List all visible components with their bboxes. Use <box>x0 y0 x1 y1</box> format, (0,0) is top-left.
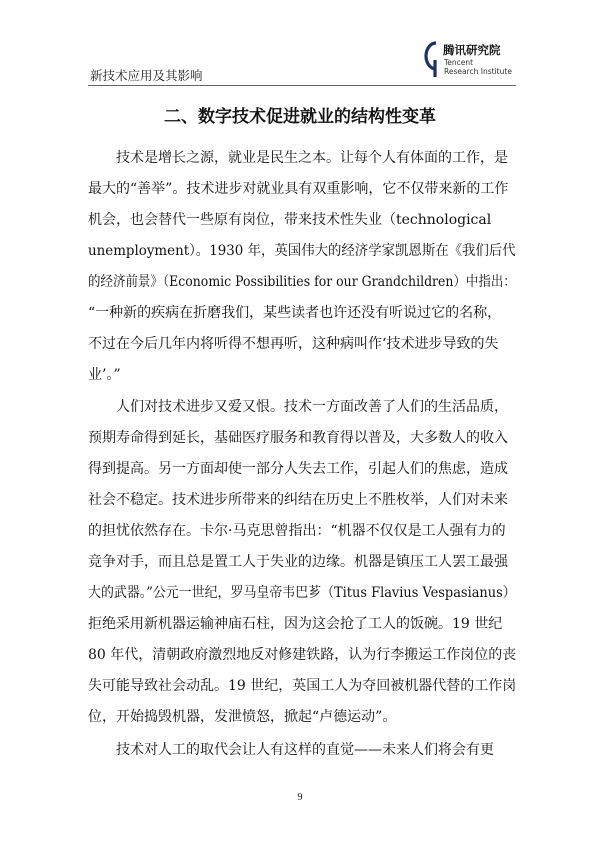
paragraph-line: 大的武器。”公元一世纪，罗马皇帝韦巴芗（Titus Flavius Vespasianus） <box>88 585 516 601</box>
paragraph-line: 技术是增长之源，就业是民生之本。让每个人有体面的工作，是 <box>116 150 508 166</box>
paragraph-line: 竞争对手，而且总是置工人于失业的边缘。机器是镇压工人罢工最强 <box>88 554 508 570</box>
paragraph-line: 社会不稳定。技术进步所带来的纠结在历史上不胜枚举，人们对未来 <box>88 492 508 508</box>
logo-chinese-name: 腾讯研究院 <box>443 43 501 57</box>
logo-english-line1: Tencent <box>444 58 474 67</box>
paragraph-line: 的经济前景》（Economic Possibilities for our Grandchildren）中指出： <box>88 274 516 290</box>
paragraph-line: 最大的“善举”。技术进步对就业具有双重影响，它不仅带来新的工作 <box>88 181 509 197</box>
paragraph-line: 拒绝采用新机器运输神庙石柱，因为这会抢了工人的饭碗。19 世纪 <box>88 616 503 632</box>
tencent-research-logo <box>416 40 546 80</box>
header-divider <box>88 85 516 86</box>
page-number: 9 <box>297 792 303 803</box>
section-heading: 二、数字技术促进就业的结构性变革 <box>164 107 436 127</box>
paragraph-line: 不过在今后几年内将听得不想再听，这种病叫作‘技术进步导致的失 <box>88 336 499 352</box>
paragraph-line: 失可能导致社会动乱。19 世纪，英国工人为夺回被机器代替的工作岗 <box>88 678 517 694</box>
tencent-logo-icon <box>416 40 440 78</box>
paragraph-line: 的担忧依然存在。卡尔·马克思曾指出：“机器不仅仅是工人强有力的 <box>88 523 506 539</box>
logo-english-line2: Research Institute <box>444 67 512 76</box>
paragraph-line: 80 年代，清朝政府激烈地反对修建铁路，认为行李搬运工作岗位的丧 <box>88 647 517 663</box>
paragraph-line: 位，开始捣毁机器，发泄愤怒，掀起“卢德运动”。 <box>88 709 397 725</box>
paragraph-line: unemployment）。1930 年，英国伟大的经济学家凯恩斯在《我们后代 <box>88 243 516 259</box>
paragraph-line: 技术对人工的取代会让人有这样的直觉——未来人们将会有更 <box>116 742 494 758</box>
paragraph-line: “一种新的疾病在折磨我们，某些读者也许还没有听说过它的名称， <box>88 305 502 321</box>
running-header-title: 新技术应用及其影响 <box>90 68 203 83</box>
paragraph-line: 人们对技术进步又爱又恨。技术一方面改善了人们的生活品质， <box>116 399 508 415</box>
paragraph-line: 业’。” <box>88 367 121 383</box>
paragraph-line: 预期寿命得到延长，基础医疗服务和教育得以普及，大多数人的收入 <box>88 430 508 446</box>
paragraph-line: 机会，也会替代一些原有岗位，带来技术性失业（technological <box>88 212 492 228</box>
paragraph-line: 得到提高。另一方面却使一部分人失去工作，引起人们的焦虑，造成 <box>88 461 508 477</box>
